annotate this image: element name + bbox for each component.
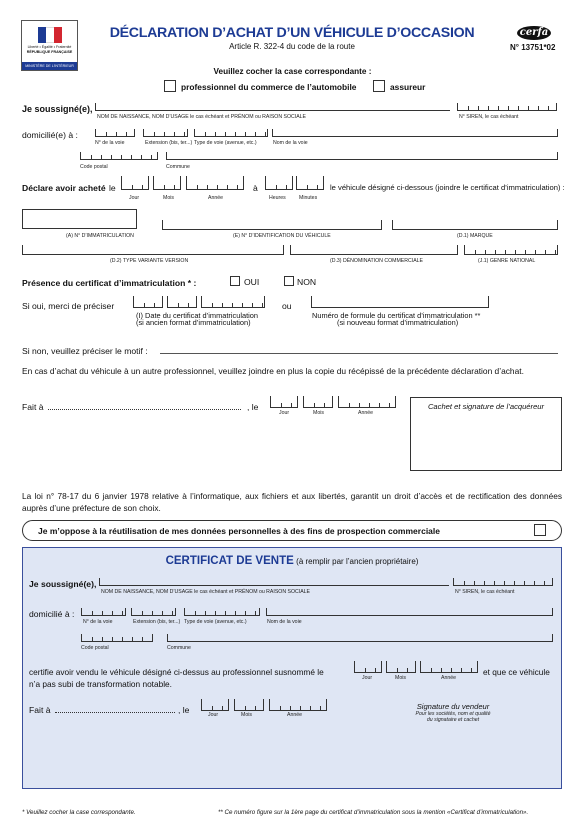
comb-tick xyxy=(225,132,226,136)
seller-postal-code-field[interactable] xyxy=(81,634,153,642)
certificat-panel xyxy=(22,547,562,789)
comb-tick xyxy=(255,611,256,615)
commune-caption: Commune xyxy=(166,164,190,170)
comb-tick xyxy=(92,637,93,641)
comb-tick xyxy=(515,250,516,254)
seller-extension-field[interactable] xyxy=(131,608,176,616)
declare-le: le xyxy=(109,183,116,193)
comb-tick xyxy=(365,668,366,672)
comb-tick xyxy=(172,611,173,615)
seller-name-field[interactable] xyxy=(99,578,449,586)
comb-tick xyxy=(324,403,325,407)
day-caption: Jour xyxy=(129,195,140,201)
minutes-caption: Minutes xyxy=(299,195,318,201)
comb-tick xyxy=(197,185,198,189)
seller-fait-month-field[interactable] xyxy=(234,699,264,711)
seller-commune-caption: Commune xyxy=(167,645,191,651)
flag-icon xyxy=(38,27,62,43)
footnote-2: ** Ce numéro figure sur la 1ère page du certificat d’immatriculation sous la mention «Certificat d’immatriculation». xyxy=(218,809,529,816)
comb-tick xyxy=(451,668,452,672)
comb-tick xyxy=(232,303,233,307)
comb-tick xyxy=(207,185,208,189)
domicile-label: domicilié(e) à : xyxy=(22,130,78,140)
extension-caption: Extension (bis, ter...) xyxy=(145,140,193,146)
presence-non-label: NON xyxy=(297,277,317,287)
sale-day-field[interactable] xyxy=(354,661,382,673)
fait-year-field[interactable] xyxy=(338,396,396,408)
cerfa-logo: cerfa xyxy=(517,26,551,40)
comb-tick xyxy=(102,611,103,615)
comb-tick xyxy=(498,106,499,110)
comb-tick xyxy=(164,185,165,189)
comb-tick xyxy=(555,250,556,254)
fait-day-field[interactable] xyxy=(270,396,298,408)
buyer-street-number-field[interactable] xyxy=(95,129,135,137)
date-caption-1: (I) Date du certificat d’immatriculation xyxy=(136,311,258,320)
comb-tick xyxy=(320,706,321,710)
buyer-street-name-field[interactable] xyxy=(272,129,558,137)
checkbox-instruction: Veuillez cocher la case correspondante : xyxy=(213,67,372,76)
comb-tick xyxy=(178,303,179,307)
seller-signature-label: Signature du vendeur xyxy=(416,702,490,711)
declare-label: Déclare avoir acheté xyxy=(22,183,106,193)
seller-siren-field[interactable] xyxy=(453,578,553,586)
pro-label: professionnel du commerce de l’automobile xyxy=(181,82,357,92)
fait-month-field[interactable] xyxy=(303,396,333,408)
cachet-label: Cachet et signature de l’acquéreur xyxy=(427,402,545,411)
comb-tick xyxy=(474,581,475,585)
comb-tick xyxy=(495,250,496,254)
comb-tick xyxy=(255,132,256,136)
comb-tick xyxy=(252,303,253,307)
seller-fait-year-field[interactable] xyxy=(269,699,327,711)
insurer-label: assureur xyxy=(390,82,426,92)
denomination-field[interactable] xyxy=(290,245,458,255)
buyer-siren-field[interactable] xyxy=(457,103,557,111)
comb-tick xyxy=(276,185,277,189)
comb-tick xyxy=(132,185,133,189)
comb-tick xyxy=(375,668,376,672)
seller-fait-place-field[interactable] xyxy=(55,712,175,713)
comb-tick xyxy=(188,303,189,307)
marianne-logo: Liberté • Égalité • Fraternité RÉPUBLIQUE FRANÇAISE MINISTÈRE DE L'INTÉRIEUR xyxy=(21,20,78,71)
comb-tick xyxy=(524,581,525,585)
seller-commune-field[interactable] xyxy=(167,634,553,642)
buyer-name-field[interactable] xyxy=(95,103,450,111)
comb-tick xyxy=(535,250,536,254)
comb-tick xyxy=(184,132,185,136)
comb-tick xyxy=(485,250,486,254)
comb-tick xyxy=(217,185,218,189)
comb-tick xyxy=(212,706,213,710)
seller-postal-caption: Code postal xyxy=(81,645,109,651)
certificat-title: CERTIFICAT DE VENTE xyxy=(165,555,294,567)
fait-year-caption: Année xyxy=(358,410,374,416)
seller-fait-year-caption: Année xyxy=(287,712,303,718)
comb-tick xyxy=(111,155,112,159)
sale-year-field[interactable] xyxy=(420,661,478,673)
comb-tick xyxy=(112,637,113,641)
certifie-end-text: et que ce véhicule xyxy=(483,667,550,677)
certificat-month-field[interactable] xyxy=(167,296,197,308)
purchase-month-field[interactable] xyxy=(153,176,181,190)
footnote-1: * Veuillez cocher la case correspondante. xyxy=(22,809,136,816)
comb-tick xyxy=(544,581,545,585)
comb-tick xyxy=(102,637,103,641)
pro-checkbox[interactable] xyxy=(164,80,176,92)
comb-tick xyxy=(514,581,515,585)
soussigne-label: Je soussigné(e), xyxy=(22,104,93,114)
seller-street-name-caption: Nom de la voie xyxy=(267,619,302,625)
fait-label: Fait à xyxy=(22,402,44,412)
seller-street-number-caption: N° de la voie xyxy=(83,619,113,625)
comb-tick xyxy=(508,106,509,110)
comb-tick xyxy=(538,106,539,110)
purchase-hour-field[interactable] xyxy=(265,176,293,190)
comb-tick xyxy=(379,403,380,407)
comb-tick xyxy=(235,611,236,615)
declare-a: à xyxy=(253,183,258,193)
si-non-label: Si non, veuillez préciser le motif : xyxy=(22,346,148,356)
loi-notice: La loi n° 78-17 du 6 janvier 1978 relative à l’informatique, aux fichiers et aux libertés, garantit un droit d’accès et de rectification des données auprès d’une préfecture de son choix. xyxy=(22,491,562,513)
seller-signature-note-2: du signataire et cachet xyxy=(426,717,480,723)
sale-day-caption: Jour xyxy=(362,675,373,681)
comb-tick xyxy=(215,611,216,615)
certificat-title-note: (à remplir par l’ancien propriétaire) xyxy=(296,557,419,566)
formule-caption-1: Numéro de formule du certificat d’immatriculation ** xyxy=(312,311,481,320)
comb-tick xyxy=(468,106,469,110)
seller-fait-day-field[interactable] xyxy=(201,699,229,711)
comb-tick xyxy=(317,185,318,189)
seller-fait-label: Fait à xyxy=(29,705,51,715)
formule-caption-2: (si nouveau format d’immatriculation) xyxy=(337,318,459,327)
buyer-siren-caption: N° SIREN, le cas échéant xyxy=(459,114,519,120)
hours-caption: Heures xyxy=(269,195,286,201)
comb-tick xyxy=(227,185,228,189)
presence-oui-checkbox[interactable] xyxy=(230,276,240,286)
comb-tick xyxy=(131,155,132,159)
seller-fait-month-caption: Mois xyxy=(241,712,252,718)
comb-tick xyxy=(132,637,133,641)
marque-caption: (D.1) MARQUE xyxy=(457,233,493,239)
comb-tick xyxy=(215,132,216,136)
buyer-extension-field[interactable] xyxy=(143,129,188,137)
marque-field[interactable] xyxy=(392,220,558,230)
seller-street-type-field[interactable] xyxy=(184,608,260,616)
presence-oui-label: OUI xyxy=(244,277,260,287)
purchase-day-field[interactable] xyxy=(121,176,149,190)
comb-tick xyxy=(464,581,465,585)
date-caption-2: (si ancien format d’immatriculation) xyxy=(136,318,251,327)
comb-tick xyxy=(164,132,165,136)
formule-field[interactable] xyxy=(311,296,489,308)
comb-tick xyxy=(174,185,175,189)
presence-non-checkbox[interactable] xyxy=(284,276,294,286)
purchase-minute-field[interactable] xyxy=(296,176,324,190)
comb-tick xyxy=(222,706,223,710)
seller-extension-caption: Extension (bis, ter...) xyxy=(133,619,181,625)
street-type-caption: Type de voie (avenue, etc.) xyxy=(194,140,257,146)
comb-tick xyxy=(494,581,495,585)
postal-caption: Code postal xyxy=(80,164,108,170)
sale-month-caption: Mois xyxy=(395,675,406,681)
comb-tick xyxy=(142,637,143,641)
oppose-label: Je m’oppose à la réutilisation de mes données personnelles à des fins de prospection commerciale xyxy=(38,526,440,536)
seller-fait-day-caption: Jour xyxy=(208,712,219,718)
buyer-postal-code-field[interactable] xyxy=(80,152,158,160)
seller-signature-note-1: Pour les sociétés, nom et qualité xyxy=(415,711,491,717)
comb-tick xyxy=(174,132,175,136)
seller-domicile-label: domicilié à : xyxy=(29,609,75,619)
comb-tick xyxy=(484,581,485,585)
declare-suffix: le véhicule désigné ci-dessous (joindre le certificat d’immatriculation) : xyxy=(330,183,565,192)
comb-tick xyxy=(475,250,476,254)
fait-le: , le xyxy=(247,402,259,412)
comb-tick xyxy=(222,303,223,307)
si-oui-label: Si oui, merci de préciser xyxy=(22,301,115,311)
genre-field[interactable] xyxy=(464,245,558,255)
comb-tick xyxy=(265,132,266,136)
page-title: DÉCLARATION D’ACHAT D’UN VÉHICULE D’OCCASION xyxy=(109,25,475,41)
certificat-year-field[interactable] xyxy=(201,296,265,308)
comb-tick xyxy=(122,637,123,641)
comb-tick xyxy=(237,185,238,189)
comb-tick xyxy=(235,132,236,136)
buyer-street-type-field[interactable] xyxy=(194,129,268,137)
vin-field[interactable] xyxy=(162,220,382,230)
comb-tick xyxy=(310,706,311,710)
comb-tick xyxy=(195,611,196,615)
buyer-name-caption: NOM DE NAISSANCE, NOM D’USAGE le cas échéant et PRÉNOM ou RAISON SOCIALE xyxy=(97,114,306,120)
comb-tick xyxy=(152,611,153,615)
street-number-caption: N° de la voie xyxy=(95,140,125,146)
comb-tick xyxy=(245,706,246,710)
comb-tick xyxy=(242,303,243,307)
comb-tick xyxy=(151,155,152,159)
type-variante-caption: (D.2) TYPE VARIANTE VERSION xyxy=(110,258,189,264)
comb-tick xyxy=(154,303,155,307)
comb-tick xyxy=(545,250,546,254)
comb-tick xyxy=(478,106,479,110)
fait-month-caption: Mois xyxy=(313,410,324,416)
comb-tick xyxy=(205,132,206,136)
comb-tick xyxy=(407,668,408,672)
sale-month-field[interactable] xyxy=(386,661,416,673)
ou-label: ou xyxy=(282,301,292,311)
motif-field[interactable] xyxy=(160,353,558,354)
denomination-caption: (D.3) DÉNOMINATION COMMERCIALE xyxy=(330,258,423,264)
insurer-checkbox[interactable] xyxy=(373,80,385,92)
seller-siren-caption: N° SIREN, le cas échéant xyxy=(455,589,515,595)
comb-tick xyxy=(281,403,282,407)
fait-place-field[interactable] xyxy=(48,409,241,410)
cas-pro-notice: En cas d’achat du véhicule à un autre professionnel, veuillez joindre en plus la copie du récépissé de la précédente déclaration d’achat. xyxy=(22,366,524,376)
genre-caption: (J.1) GENRE NATIONAL xyxy=(478,258,536,264)
certifie-text: certifie avoir vendu le véhicule désigné ci-dessus au professionnel susnommé le xyxy=(29,667,324,677)
comb-tick xyxy=(518,106,519,110)
oppose-checkbox[interactable] xyxy=(534,524,546,536)
type-variante-field[interactable] xyxy=(22,245,284,255)
comb-tick xyxy=(397,668,398,672)
comb-tick xyxy=(505,250,506,254)
comb-tick xyxy=(314,403,315,407)
comb-tick xyxy=(112,611,113,615)
comb-tick xyxy=(431,668,432,672)
comb-tick xyxy=(262,303,263,307)
seller-street-number-field[interactable] xyxy=(81,608,126,616)
comb-tick xyxy=(389,403,390,407)
comb-tick xyxy=(225,611,226,615)
comb-tick xyxy=(142,185,143,189)
comb-tick xyxy=(245,611,246,615)
comb-tick xyxy=(528,106,529,110)
comb-tick xyxy=(280,706,281,710)
seller-fait-le: , le xyxy=(178,705,190,715)
ministry-band: MINISTÈRE DE L'INTÉRIEUR xyxy=(22,62,77,70)
comb-tick xyxy=(291,403,292,407)
comb-tick xyxy=(126,132,127,136)
comb-tick xyxy=(307,185,308,189)
comb-tick xyxy=(92,611,93,615)
comb-tick xyxy=(369,403,370,407)
sale-year-caption: Année xyxy=(441,675,457,681)
seller-street-type-caption: Type de voie (avenue, etc.) xyxy=(184,619,247,625)
comb-tick xyxy=(488,106,489,110)
certificat-day-field[interactable] xyxy=(133,296,163,308)
comb-tick xyxy=(504,581,505,585)
comb-tick xyxy=(121,155,122,159)
purchase-year-field[interactable] xyxy=(186,176,244,190)
comb-tick xyxy=(461,668,462,672)
page-subtitle: Article R. 322-4 du code de la route xyxy=(229,42,355,51)
comb-tick xyxy=(91,155,92,159)
seller-street-name-field[interactable] xyxy=(266,608,553,616)
seller-soussigne-label: Je soussigné(e), xyxy=(29,579,97,589)
vin-caption: (E) N° D’IDENTIFICATION DU VÉHICULE xyxy=(233,233,331,239)
comb-tick xyxy=(116,132,117,136)
comb-tick xyxy=(359,403,360,407)
comb-tick xyxy=(141,155,142,159)
comb-tick xyxy=(534,581,535,585)
comb-tick xyxy=(154,132,155,136)
comb-tick xyxy=(290,706,291,710)
buyer-commune-field[interactable] xyxy=(166,152,558,160)
comb-tick xyxy=(255,706,256,710)
seller-name-caption: NOM DE NAISSANCE, NOM D’USAGE le cas échéant et PRÉNOM ou RAISON SOCIALE xyxy=(101,589,310,595)
oppose-banner xyxy=(22,520,562,541)
comb-tick xyxy=(144,303,145,307)
comb-tick xyxy=(548,106,549,110)
comb-tick xyxy=(525,250,526,254)
comb-tick xyxy=(122,611,123,615)
presence-label: Présence du certificat d’immatriculation * : xyxy=(22,278,197,288)
comb-tick xyxy=(286,185,287,189)
certificat-heading xyxy=(23,555,561,567)
cachet-box[interactable] xyxy=(410,397,562,471)
comb-tick xyxy=(212,303,213,307)
comb-tick xyxy=(441,668,442,672)
month-caption: Mois xyxy=(163,195,174,201)
comb-tick xyxy=(106,132,107,136)
certifie-line2: n’a pas subi de transformation notable. xyxy=(29,679,172,689)
street-name-caption: Nom de la voie xyxy=(273,140,308,146)
immatriculation-field[interactable] xyxy=(22,209,137,229)
comb-tick xyxy=(101,155,102,159)
comb-tick xyxy=(205,611,206,615)
comb-tick xyxy=(300,706,301,710)
fait-day-caption: Jour xyxy=(279,410,290,416)
cerfa-number: N° 13751*02 xyxy=(510,43,556,52)
immatriculation-caption: (A) N° D’IMMATRICULATION xyxy=(66,233,134,239)
comb-tick xyxy=(471,668,472,672)
comb-tick xyxy=(349,403,350,407)
comb-tick xyxy=(142,611,143,615)
comb-tick xyxy=(162,611,163,615)
year-caption: Année xyxy=(208,195,224,201)
comb-tick xyxy=(245,132,246,136)
